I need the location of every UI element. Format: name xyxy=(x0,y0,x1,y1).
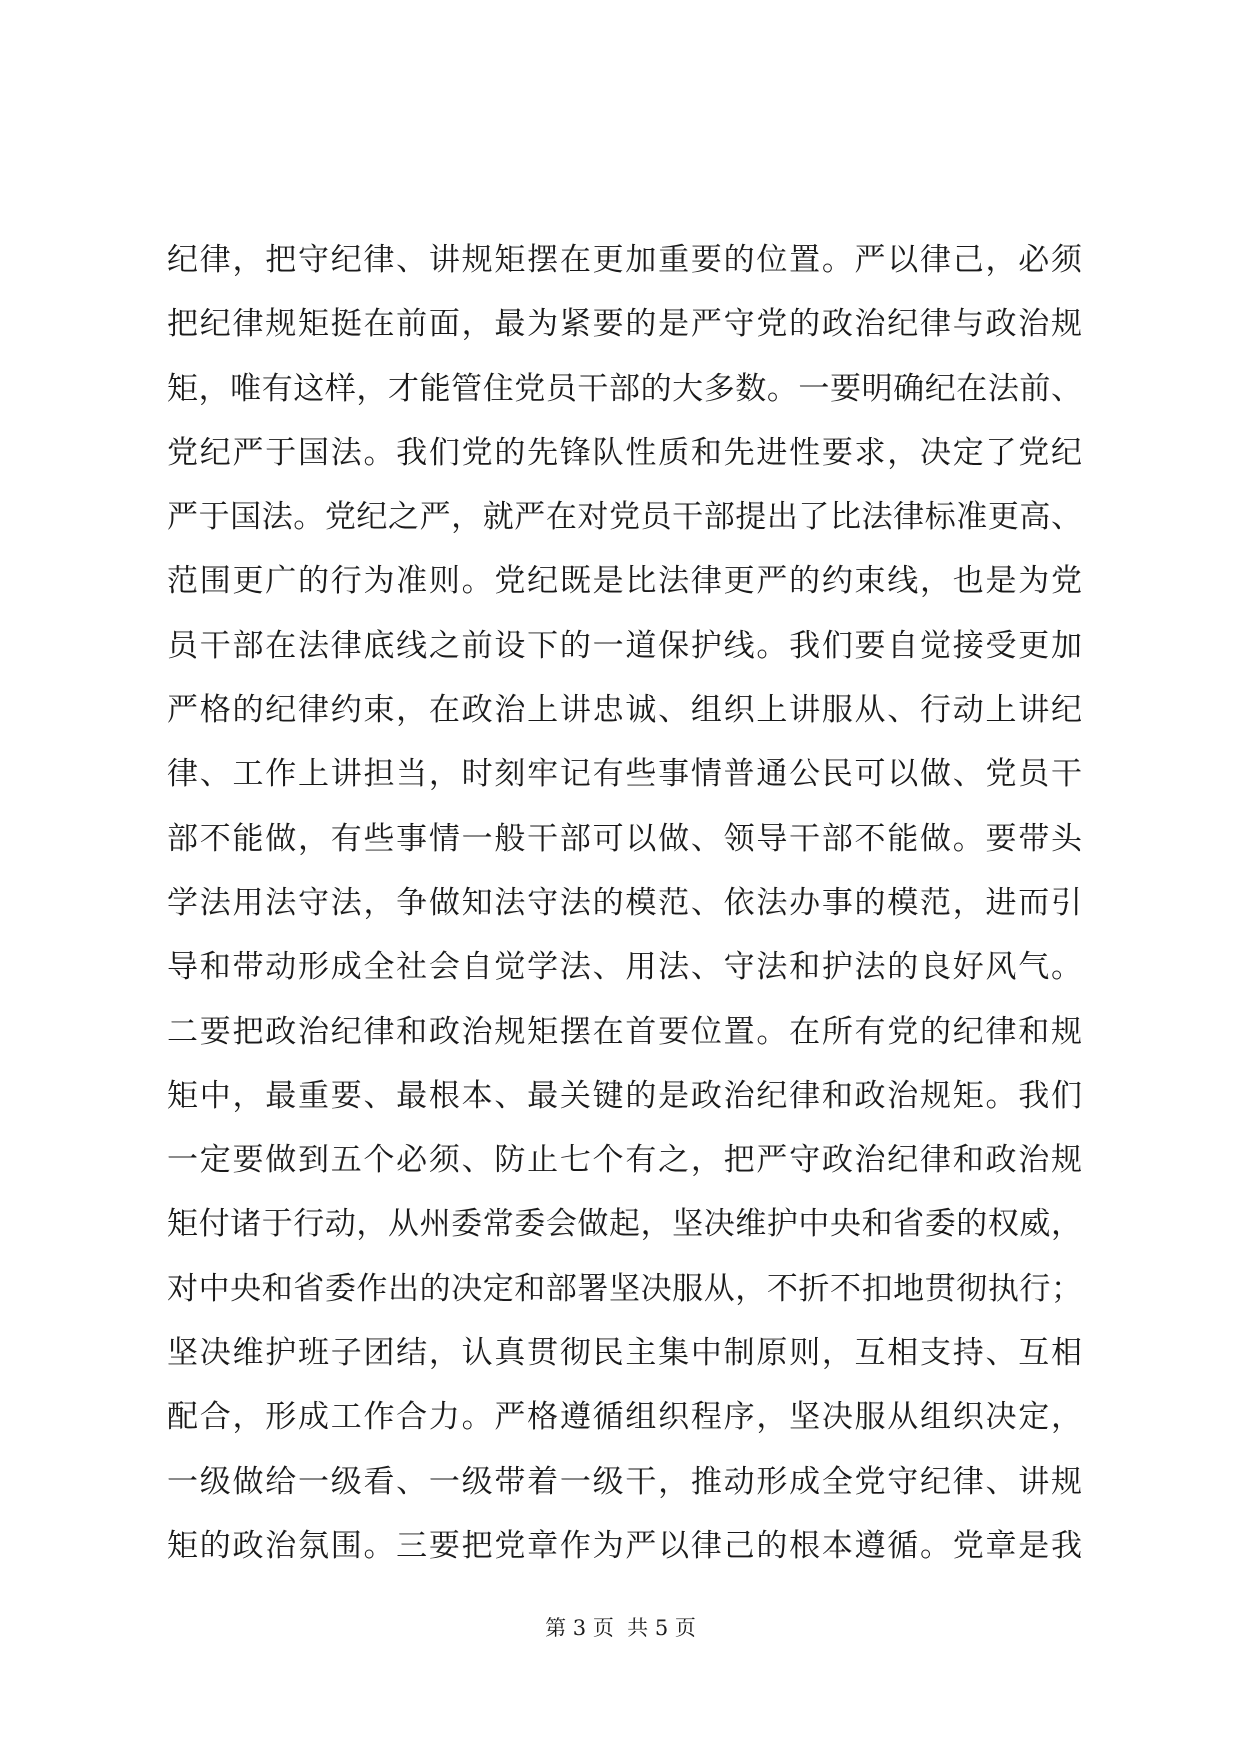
text-line: 矩中，最重要、最根本、最关键的是政治纪律和政治规矩。我们 xyxy=(167,1077,1082,1114)
text-line: 矩的政治氛围。三要把党章作为严以律己的根本遵循。党章是我 xyxy=(167,1527,1082,1564)
text-line: 学法用法守法，争做知法守法的模范、依法办事的模范，进而引 xyxy=(167,884,1082,921)
text-line: 范围更广的行为准则。党纪既是比法律更严的约束线，也是为党 xyxy=(167,563,1082,600)
body-paragraph xyxy=(167,228,1082,1578)
text-line: 把纪律规矩挺在前面，最为紧要的是严守党的政治纪律与政治规 xyxy=(167,306,1082,343)
text-line: 配合，形成工作合力。严格遵循组织程序，坚决服从组织决定， xyxy=(167,1399,1082,1436)
text-line: 纪律，把守纪律、讲规矩摆在更加重要的位置。严以律己，必须 xyxy=(167,242,1082,278)
text-line: 一定要做到五个必须、防止七个有之，把严守政治纪律和政治规 xyxy=(167,1142,1082,1179)
text-line: 部不能做，有些事情一般干部可以做、领导干部不能做。要带头 xyxy=(167,820,1082,857)
text-line: 严于国法。党纪之严，就严在对党员干部提出了比法律标准更高、 xyxy=(167,499,1082,536)
text-line: 对中央和省委作出的决定和部署坚决服从，不折不扣地贯彻执行； xyxy=(167,1270,1082,1307)
text-line: 二要把政治纪律和政治规矩摆在首要位置。在所有党的纪律和规 xyxy=(167,1013,1082,1050)
text-line: 矩，唯有这样，才能管住党员干部的大多数。一要明确纪在法前、 xyxy=(167,370,1082,407)
text-line: 党纪严于国法。我们党的先锋队性质和先进性要求，决定了党纪 xyxy=(167,434,1082,471)
page-number-footer: 第 3 页 共 5 页 xyxy=(545,1616,696,1640)
text-line: 员干部在法律底线之前设下的一道保护线。我们要自觉接受更加 xyxy=(167,627,1082,664)
text-line: 矩付诸于行动，从州委常委会做起，坚决维护中央和省委的权威， xyxy=(167,1206,1082,1243)
text-line: 坚决维护班子团结，认真贯彻民主集中制原则，互相支持、互相 xyxy=(167,1335,1082,1372)
text-line: 导和带动形成全社会自觉学法、用法、守法和护法的良好风气。 xyxy=(167,949,1082,986)
text-line: 严格的纪律约束，在政治上讲忠诚、组织上讲服从、行动上讲纪 xyxy=(167,692,1082,729)
text-line: 律、工作上讲担当，时刻牢记有些事情普通公民可以做、党员干 xyxy=(167,756,1082,793)
text-line: 一级做给一级看、一级带着一级干，推动形成全党守纪律、讲规 xyxy=(167,1463,1082,1500)
